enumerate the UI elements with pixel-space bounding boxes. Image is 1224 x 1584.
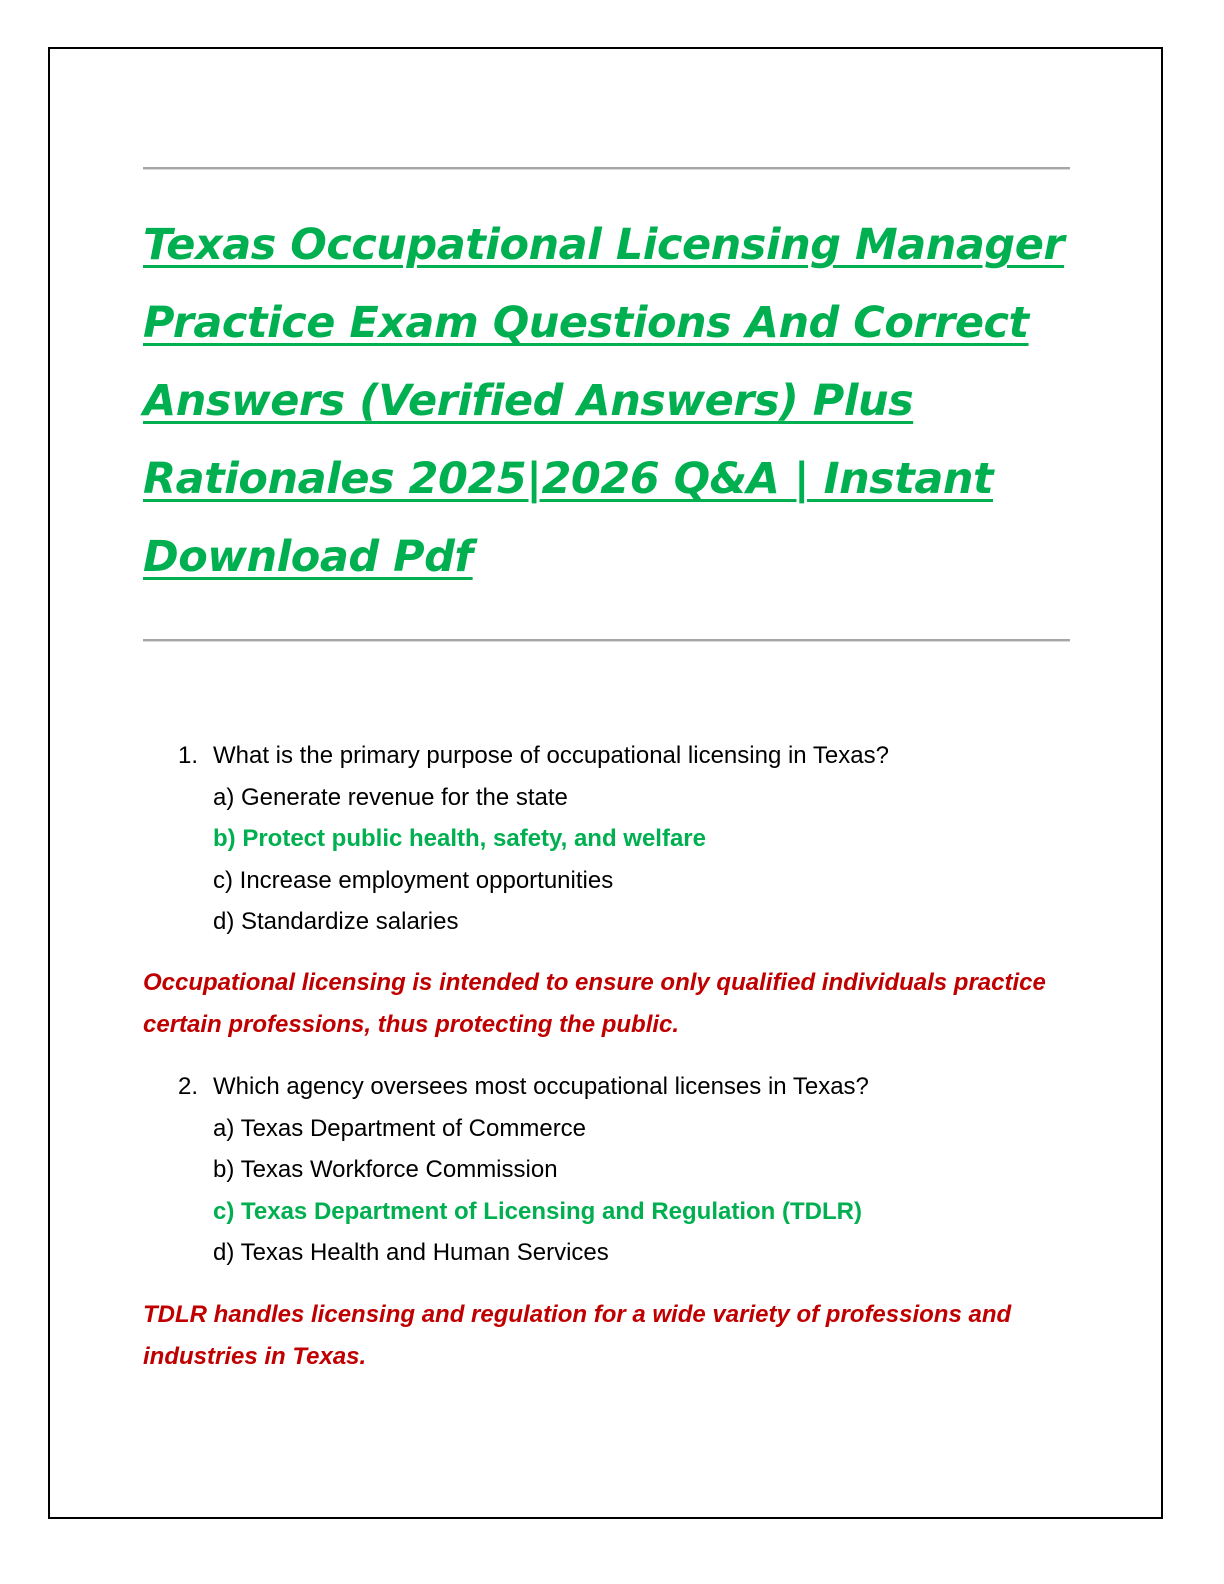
question-2-number: 2. [178, 1073, 199, 1100]
question-2-text: Which agency oversees most occupational licenses in Texas? [213, 1073, 869, 1100]
question-1-text: What is the primary purpose of occupational licensing in Texas? [213, 742, 889, 769]
question-1-number: 1. [178, 742, 199, 769]
question-1-option-d: d) Standardize salaries [213, 908, 459, 935]
question-1-option-b-correct: b) Protect public health, safety, and welfare [213, 825, 706, 852]
question-2-option-a: a) Texas Department of Commerce [213, 1114, 587, 1142]
question-1-option-c: c) Increase employment opportunities [213, 866, 614, 894]
top-divider [143, 167, 1070, 170]
question-2-rationale: TDLR handles licensing and regulation for a wide variety of professions and industries in Texas. [143, 1301, 1012, 1370]
question-2 [143, 1066, 1083, 1274]
question-2-option-c-correct: c) Texas Department of Licensing and Regulation (TDLR) [213, 1197, 862, 1225]
question-2-option-d: d) Texas Health and Human Services [213, 1239, 609, 1266]
question-1-rationale: Occupational licensing is intended to ensure only qualified individuals practice certain professions, thus protecting the public. [143, 969, 1046, 1038]
question-2-stem [143, 1066, 1083, 1108]
document-title[interactable]: Texas Occupational Licensing Manager Practice Exam Questions And Correct Answers (Verified Answers) Plus Rationales 2025|2026 Q&A | Instant Download Pdf [143, 220, 1065, 582]
question-2-option-b: b) Texas Workforce Commission [213, 1156, 558, 1183]
question-1-stem [143, 735, 1083, 777]
question-1-option-a: a) Generate revenue for the state [213, 783, 568, 811]
bottom-divider [143, 639, 1070, 642]
question-1 [143, 735, 1083, 943]
